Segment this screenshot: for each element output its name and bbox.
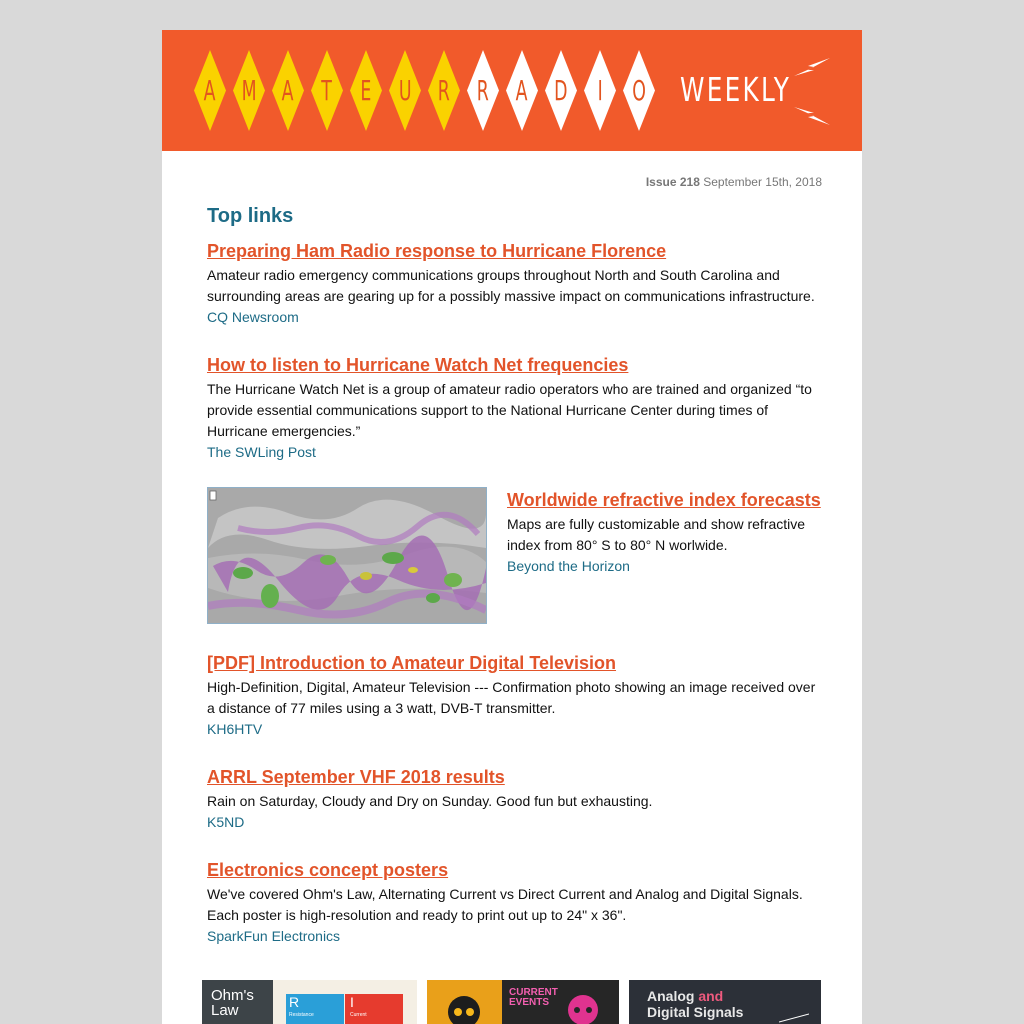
poster-title: [647, 988, 743, 1020]
logo-letter: A: [282, 74, 294, 107]
article-item-with-image: [207, 487, 822, 624]
digital-signals-line: Digital Signals: [647, 1004, 744, 1020]
logo-letter: D: [554, 74, 568, 107]
issue-date: September 15th, 2018: [703, 175, 822, 189]
logo-letter: O: [632, 74, 646, 107]
article-item: [207, 857, 822, 947]
article-description: Maps are fully customizable and show refractive index from 80° S to 80° N worlwide.: [507, 516, 806, 553]
weekly-label: WEEKLY: [680, 70, 792, 109]
logo-letter: R: [437, 74, 451, 107]
article-description: High-Definition, Digital, Amateur Television --- Confirmation photo showing an image received over a distance of 77 miles using a 3 watt, DVB-T transmitter.: [207, 679, 816, 716]
logo-letter-diamond: [545, 50, 577, 131]
article-description: We've covered Ohm's Law, Alternating Current vs Direct Current and Analog and Digital Signals. Each poster is high-resolution and ready to print out up to 24" x 36".: [207, 886, 803, 923]
current-label: I: [350, 994, 354, 1010]
article-title-link[interactable]: ARRL September VHF 2018 results: [207, 767, 505, 787]
logo-letter-diamond: [584, 50, 616, 131]
logo-letter-diamond: [623, 50, 655, 131]
article-item: [207, 352, 822, 463]
logo-letter-diamond: [467, 50, 499, 131]
logo-letter: E: [360, 74, 372, 107]
logo-letter-diamond: [233, 50, 265, 131]
analog-word: Analog: [647, 988, 695, 1004]
issue-info: [646, 175, 822, 189]
article-text: [507, 487, 822, 624]
logo-letter: A: [516, 74, 528, 107]
article-title-link[interactable]: Electronics concept posters: [207, 860, 449, 880]
logo-letter: I: [597, 74, 603, 107]
logo-letter: M: [241, 74, 257, 107]
article-title-link[interactable]: [PDF] Introduction to Amateur Digital Television: [207, 653, 617, 673]
article-title-link[interactable]: Worldwide refractive index forecasts: [507, 490, 821, 510]
logo-letter-diamond: [389, 50, 421, 131]
logo-letter: R: [476, 74, 490, 107]
article-item: [207, 650, 822, 740]
and-word: and: [698, 988, 724, 1004]
article-source-link[interactable]: K5ND: [207, 814, 245, 830]
poster-images: [202, 980, 822, 1024]
main-content: [207, 204, 822, 971]
logo-letter: A: [204, 74, 216, 107]
logo-letter-diamond: [311, 50, 343, 131]
article-title-link[interactable]: Preparing Ham Radio response to Hurricane Florence: [207, 241, 667, 261]
logo-letter-diamond: [350, 50, 382, 131]
section-title: Top links: [207, 205, 294, 227]
logo-letter-diamond: [194, 50, 226, 131]
portrait-illustration: [557, 990, 612, 1024]
article-source-link[interactable]: The SWLing Post: [207, 444, 316, 460]
logo-letter-diamond: [272, 50, 304, 131]
poster-title: Ohm's Law: [211, 987, 254, 1019]
portrait-illustration: [439, 990, 489, 1024]
article-description: Rain on Saturday, Cloudy and Dry on Sunday. Good fun but exhausting.: [207, 793, 653, 809]
article-source-link[interactable]: CQ Newsroom: [207, 309, 299, 325]
signal-streak-icon: [779, 1010, 809, 1024]
resistance-sub: Resistance: [289, 1012, 314, 1018]
newsletter-email: [162, 30, 862, 1024]
article-source-link[interactable]: SparkFun Electronics: [207, 928, 341, 944]
current-sub: Current: [350, 1012, 367, 1018]
logo-letter: U: [398, 74, 412, 107]
refractive-index-map-image[interactable]: [207, 487, 487, 624]
logo-letter: T: [321, 74, 333, 107]
logo-letter-diamond: [428, 50, 460, 131]
article-description: The Hurricane Watch Net is a group of amateur radio operators who are trained and organized “to provide essential communications support to the National Hurricane Center during times of Hurricane emergencies.”: [207, 381, 812, 439]
analog-digital-poster[interactable]: [629, 980, 821, 1024]
article-description: Amateur radio emergency communications groups throughout North and South Carolina and surrounding areas are gearing up for a possibly massive impact on communications infrastructure.: [207, 267, 815, 304]
article-item: [207, 238, 822, 328]
resistance-label: R: [289, 994, 300, 1010]
article-title-link[interactable]: How to listen to Hurricane Watch Net frequencies: [207, 355, 629, 375]
lightning-bolt-icon: [794, 58, 830, 78]
lightning-bolt-icon: [794, 105, 830, 125]
ohms-law-poster[interactable]: [202, 980, 417, 1024]
current-events-poster[interactable]: [427, 980, 619, 1024]
article-source-link[interactable]: Beyond the Horizon: [507, 558, 630, 574]
issue-number: Issue 218: [645, 175, 700, 189]
poster-title: CURRENT EVENTS: [509, 987, 558, 1008]
article-source-link[interactable]: KH6HTV: [207, 721, 263, 737]
header-banner: [162, 30, 862, 151]
article-item: [207, 764, 822, 833]
logo-letter-diamond: [506, 50, 538, 131]
